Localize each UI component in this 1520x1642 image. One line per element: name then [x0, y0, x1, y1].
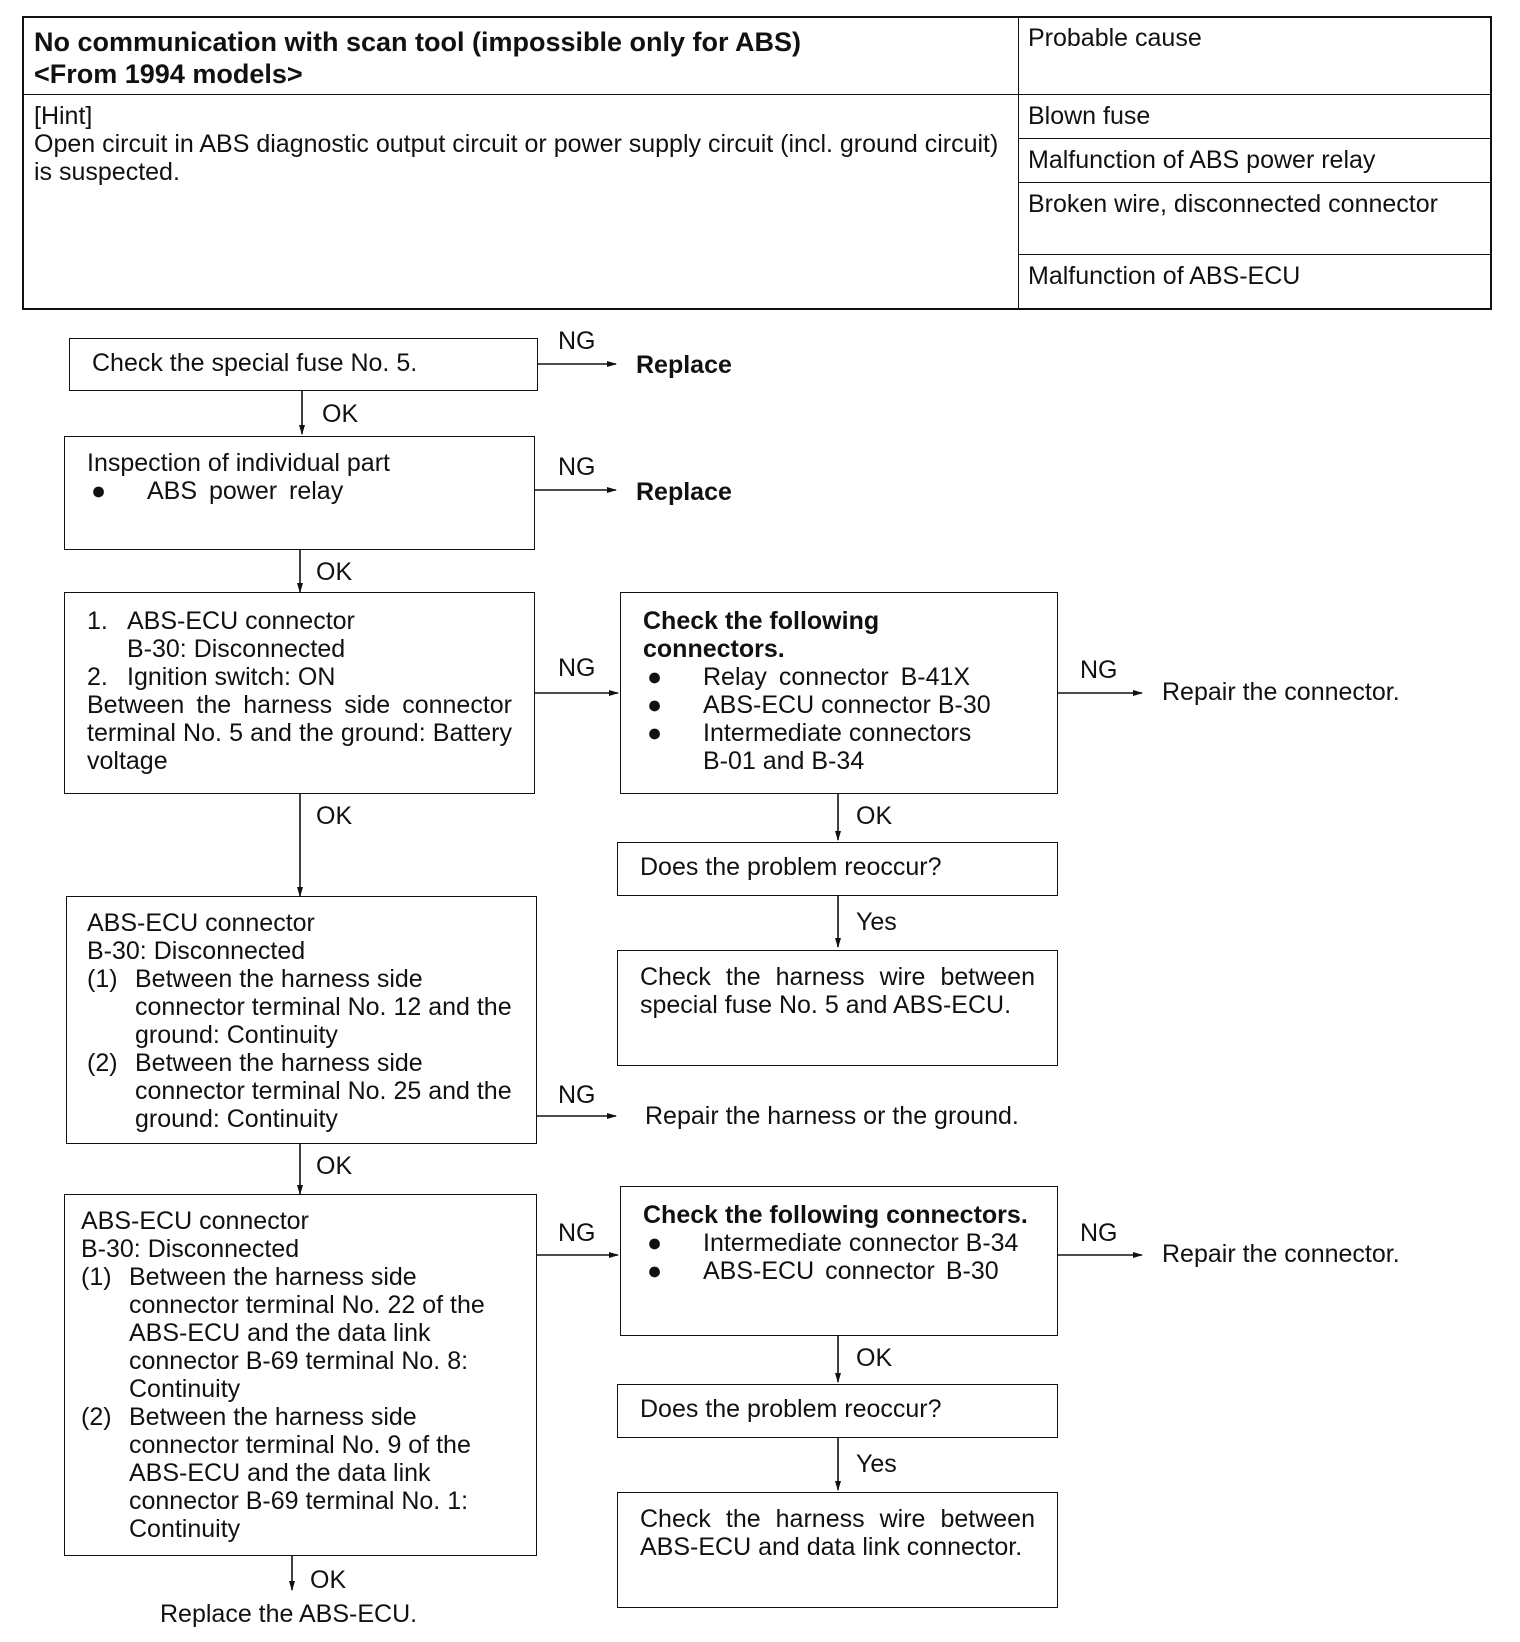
connector-text: ABS-ECU connector B-30 — [703, 691, 991, 719]
replace-result: Replace — [636, 351, 732, 379]
connector-item — [643, 1257, 1035, 1285]
step-check-fuse: Check the special fuse No. 5. — [69, 338, 538, 391]
step4-line: ABS-ECU connector — [87, 909, 315, 937]
ng-label: NG — [558, 1219, 596, 1247]
hint-label: [Hint] — [34, 102, 93, 130]
yes-label: Yes — [856, 908, 897, 936]
cause-abs-ecu: Malfunction of ABS-ECU — [1028, 262, 1301, 290]
item-number: 1. — [87, 607, 108, 635]
step-battery-voltage — [64, 592, 535, 794]
ok-label: OK — [316, 558, 353, 586]
harness-check-1: Check the harness wire between special fuse No. 5 and ABS-ECU. — [617, 950, 1058, 1066]
title-line-2: <From 1994 models> — [34, 59, 303, 89]
step5-item — [81, 1263, 520, 1403]
item-number: (2) — [87, 1049, 118, 1077]
item-number: 2. — [87, 663, 108, 691]
item-text: Ignition switch: ON — [127, 663, 336, 691]
inspect-title: Inspection of individual part — [87, 449, 390, 477]
ng-label: NG — [558, 453, 596, 481]
bullet-icon: ● — [91, 477, 107, 505]
yes-label: Yes — [856, 1450, 897, 1478]
check-connectors-2 — [620, 1186, 1058, 1336]
check-connectors-1 — [620, 592, 1058, 794]
connectors-title: Check the following connectors. — [643, 607, 880, 663]
connectors-title: Check the following connectors. — [643, 1201, 1028, 1229]
bullet-icon: ● — [647, 719, 663, 747]
connector-item — [643, 691, 1035, 719]
step3-item-1 — [87, 607, 512, 663]
item-text: Between the harness side connector terminal No. 12 and the ground: Continuity — [135, 965, 512, 1049]
title-line-1: No communication with scan tool (impossible only for ABS) — [34, 27, 802, 57]
ok-label: OK — [316, 802, 353, 830]
connector-item — [643, 663, 1035, 691]
cause-power-relay: Malfunction of ABS power relay — [1028, 146, 1376, 174]
harness-check-2: Check the harness wire between ABS-ECU and data link connector. — [617, 1492, 1058, 1608]
replace-ecu-result: Replace the ABS-ECU. — [160, 1600, 418, 1628]
ok-label: OK — [856, 802, 893, 830]
connector-item — [643, 719, 1035, 775]
step4-item — [87, 965, 516, 1049]
ok-label: OK — [322, 400, 359, 428]
item-line: ABS-ECU connector — [127, 607, 355, 635]
ng-label: NG — [1080, 656, 1118, 684]
replace-result: Replace — [636, 478, 732, 506]
item-line: B-30: Disconnected — [127, 635, 346, 663]
item-text: Between the harness side connector terminal No. 25 and the ground: Continuity — [135, 1049, 512, 1133]
connector-text: Intermediate connectors B-01 and B-34 — [703, 719, 972, 775]
step5-item — [81, 1403, 520, 1543]
repair-connector-result: Repair the connector. — [1162, 678, 1400, 706]
problem-reoccur-question: Does the problem reoccur? — [617, 1384, 1058, 1438]
step-continuity-data-link — [64, 1194, 537, 1556]
bullet-icon: ● — [647, 663, 663, 691]
item-number: (1) — [87, 965, 118, 993]
connector-item — [643, 1229, 1035, 1257]
bullet-icon: ● — [647, 1257, 663, 1285]
connector-text: Relay connector B-41X — [703, 663, 971, 691]
item-text — [127, 607, 355, 663]
step-continuity-ground — [66, 896, 537, 1144]
cause-blown-fuse: Blown fuse — [1028, 102, 1151, 130]
problem-reoccur-question: Does the problem reoccur? — [617, 842, 1058, 896]
step3-item-2 — [87, 663, 512, 691]
ng-label: NG — [558, 327, 596, 355]
cause-broken-wire: Broken wire, disconnected connector — [1028, 190, 1438, 218]
ok-label: OK — [310, 1566, 347, 1594]
item-number: (1) — [81, 1263, 112, 1291]
bullet-icon: ● — [647, 691, 663, 719]
ng-label: NG — [558, 654, 596, 682]
bullet-text: ABS power relay — [147, 477, 344, 505]
repair-connector-result: Repair the connector. — [1162, 1240, 1400, 1268]
ng-label: NG — [558, 1081, 596, 1109]
step5-line: ABS-ECU connector — [81, 1207, 309, 1235]
step5-line: B-30: Disconnected — [81, 1235, 300, 1263]
ng-label: NG — [1080, 1219, 1118, 1247]
item-text: Between the harness side connector terminal No. 22 of the ABS-ECU and the data link connector B-69 terminal No. 8: Continuity — [129, 1263, 485, 1403]
hint-text: Open circuit in ABS diagnostic output circuit or power supply circuit (incl. ground circuit) is suspected. — [34, 130, 999, 186]
ok-label: OK — [316, 1152, 353, 1180]
bullet-icon: ● — [647, 1229, 663, 1257]
connector-text: Intermediate connector B-34 — [703, 1229, 1019, 1257]
connector-text: ABS-ECU connector B-30 — [703, 1257, 999, 1285]
step-inspect-relay — [64, 436, 535, 550]
inspect-bullet — [87, 477, 512, 505]
step3-body: Between the harness side connector terminal No. 5 and the ground: Battery voltage — [87, 691, 512, 775]
probable-cause-label: Probable cause — [1028, 24, 1202, 52]
item-text: Between the harness side connector terminal No. 9 of the ABS-ECU and the data link connector B-69 terminal No. 1: Continuity — [129, 1403, 471, 1543]
step4-line: B-30: Disconnected — [87, 937, 306, 965]
ok-label: OK — [856, 1344, 893, 1372]
step4-item — [87, 1049, 516, 1133]
repair-harness-result: Repair the harness or the ground. — [645, 1102, 1019, 1130]
item-number: (2) — [81, 1403, 112, 1431]
